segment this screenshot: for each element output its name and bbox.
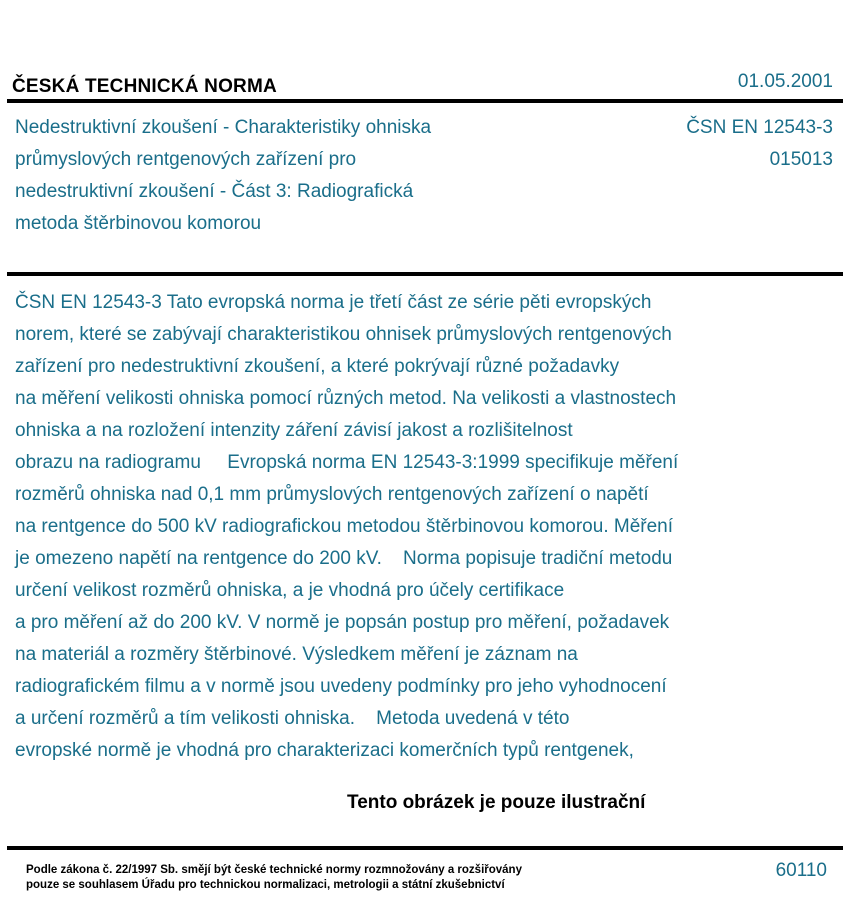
body-text-line: zařízení pro nedestruktivní zkoušení, a které pokrývají různé požadavky	[15, 356, 620, 377]
body-text-line: rozměrů ohniska nad 0,1 mm průmyslových rentgenových zařízení o napětí	[15, 484, 649, 505]
norm-title-line: průmyslových rentgenových zařízení pro	[15, 149, 357, 170]
body-text-line: ČSN EN 12543-3 Tato evropská norma je třetí část ze série pěti evropských	[15, 292, 652, 313]
body-text-line: na měření velikosti ohniska pomocí různých metod. Na velikosti a vlastnostech	[15, 388, 677, 409]
copyright-notice-line: Podle zákona č. 22/1997 Sb. smějí být české technické normy rozmnožovány a rozšiřovány	[26, 864, 522, 876]
body-text-line: radiografickém filmu a v normě jsou uvedeny podmínky pro jeho vyhodnocení	[15, 676, 667, 697]
norm-title-line: Nedestruktivní zkoušení - Charakteristiky ohniska	[15, 117, 432, 138]
issue-date: 01.05.2001	[737, 71, 833, 92]
body-text-line: norem, které se zabývají charakteristikou ohnisek průmyslových rentgenových	[15, 324, 672, 345]
footer-rule	[7, 846, 843, 850]
body-text-line: obrazu na radiogramu Evropská norma EN 12543-3:1999 specifikuje měření	[15, 452, 679, 473]
norm-title-line: metoda štěrbinovou komorou	[15, 213, 262, 234]
norm-title-line: nedestruktivní zkoušení - Část 3: Radiografická	[15, 181, 414, 202]
page-number: 60110	[775, 860, 827, 881]
body-text-line: ohniska a na rozložení intenzity záření závisí jakost a rozlišitelnost	[15, 420, 573, 441]
body-text-line: na materiál a rozměry štěrbinové. Výsledkem měření je záznam na	[15, 644, 578, 665]
section-rule	[7, 272, 843, 276]
body-text-line: a pro měření až do 200 kV. V normě je popsán postup pro měření, požadavek	[15, 612, 670, 633]
illustration-note: Tento obrázek je pouze ilustrační	[347, 792, 646, 813]
norm-code: ČSN EN 12543-3	[686, 117, 833, 138]
header-rule	[7, 99, 843, 103]
body-text-line: evropské normě je vhodná pro charakterizaci komerčních typů rentgenek,	[15, 740, 634, 761]
body-text-line: určení velikost rozměrů ohniska, a je vhodná pro účely certifikace	[15, 580, 565, 601]
body-text-line: je omezeno napětí na rentgence do 200 kV. Norma popisuje tradiční metodu	[15, 548, 673, 569]
document-header-title: ČESKÁ TECHNICKÁ NORMA	[12, 76, 277, 97]
copyright-notice-line: pouze se souhlasem Úřadu pro technickou normalizaci, metrologii a státní zkušebnictví	[26, 879, 505, 891]
body-text-line: na rentgence do 500 kV radiografickou metodou štěrbinovou komorou. Měření	[15, 516, 674, 537]
body-text-line: a určení rozměrů a tím velikosti ohniska. Metoda uvedená v této	[15, 708, 570, 729]
norm-class-number: 015013	[769, 149, 833, 170]
